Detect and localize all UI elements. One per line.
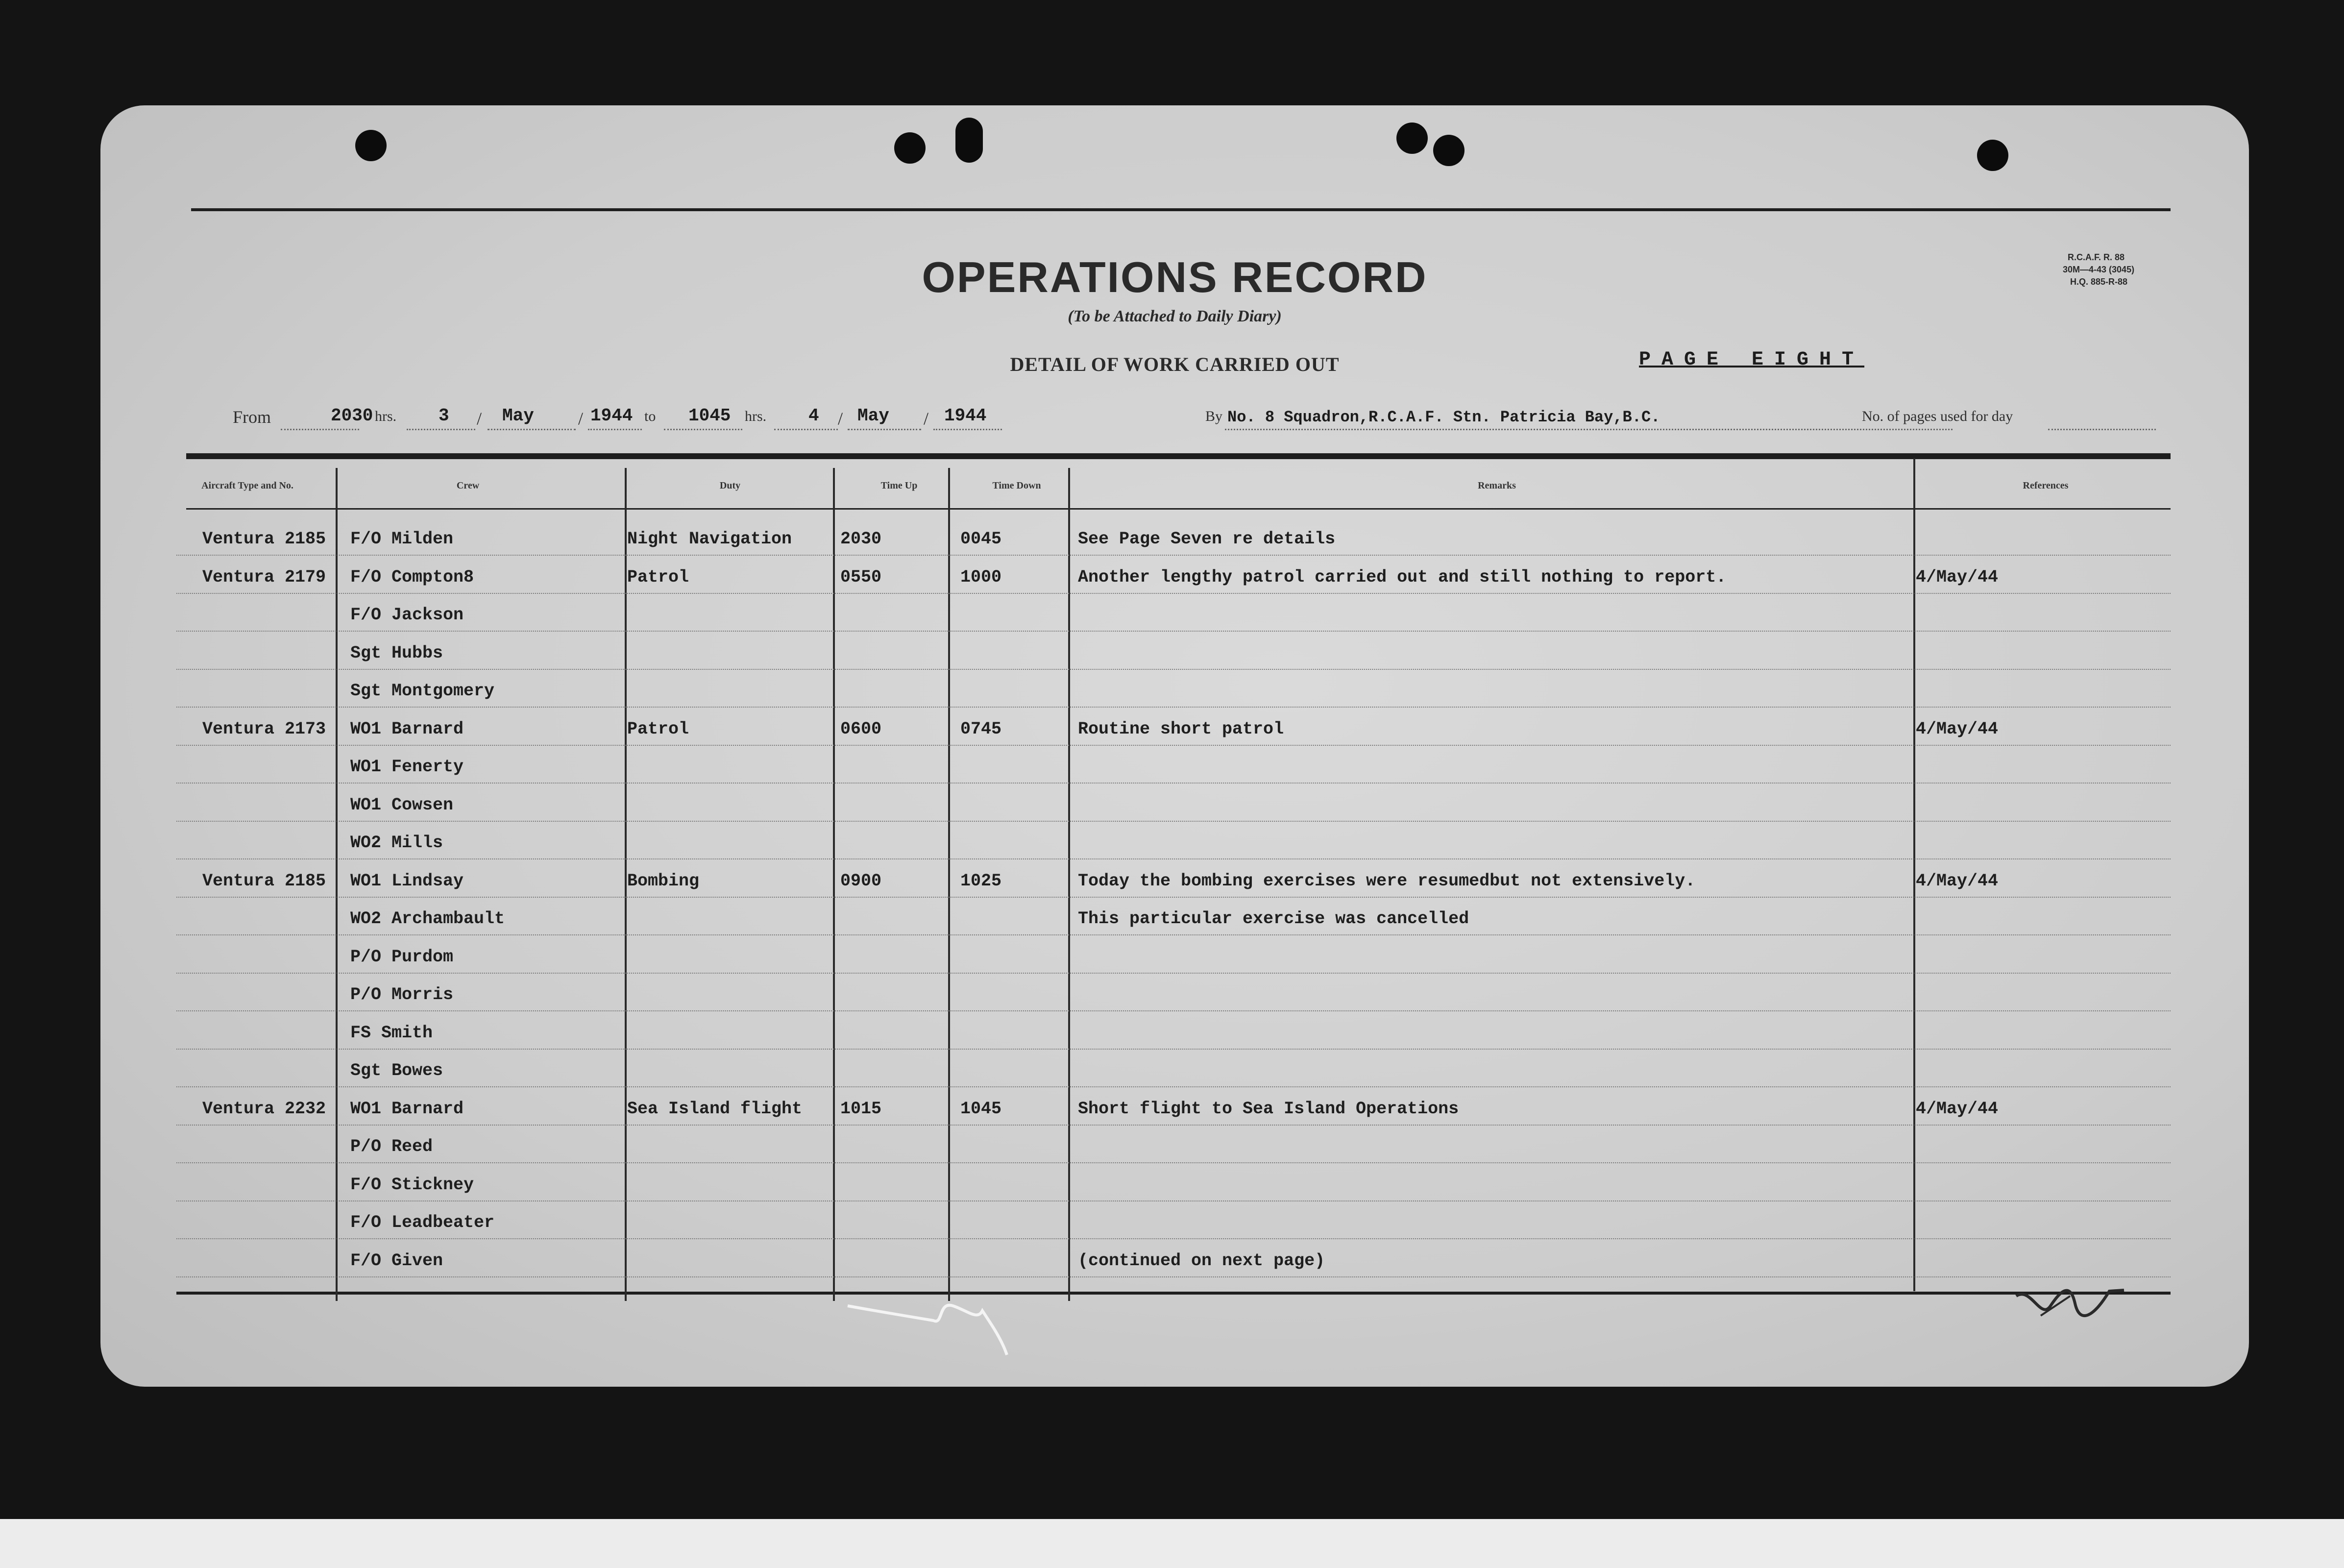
- punch-hole: [1433, 135, 1465, 166]
- time-up-cell: [840, 676, 946, 706]
- crew-cell: Sgt Hubbs: [350, 643, 443, 663]
- crew-cell: WO1 Fenerty: [350, 757, 464, 777]
- reference-cell: [1916, 676, 2166, 706]
- row-rule: [176, 593, 2171, 594]
- time-down-cell: [960, 980, 1066, 1009]
- duty-cell: Patrol: [627, 719, 689, 739]
- detail-heading: DETAIL OF WORK CARRIED OUT: [1010, 353, 1340, 375]
- duty-cell: [627, 676, 833, 706]
- remarks-cell: Short flight to Sea Island Operations: [1078, 1099, 1459, 1119]
- duty-cell: Patrol: [627, 567, 689, 587]
- time-up-cell: [840, 790, 946, 820]
- crew-cell: WO1 Barnard: [350, 1099, 464, 1119]
- form-code-2: 30M—4-43 (3045): [2063, 265, 2135, 274]
- reference-cell: [1916, 752, 2166, 782]
- col-header-time-down: Time Down: [992, 480, 1041, 491]
- from-month: May: [502, 406, 534, 426]
- aircraft-cell: [154, 1246, 336, 1275]
- pages-used-label: No. of pages used for day: [1862, 408, 2013, 424]
- time-up-cell: 0550: [840, 567, 882, 587]
- aircraft-cell: [154, 638, 336, 668]
- from-day: 3: [439, 406, 449, 426]
- table-top-rule: [186, 453, 2171, 459]
- punch-hole: [894, 132, 926, 164]
- aircraft-cell: [154, 1208, 336, 1237]
- pages-used-line: [2048, 429, 2156, 430]
- by-line: [1225, 429, 1953, 430]
- form-code-3: H.Q. 885-R-88: [2070, 277, 2128, 287]
- reference-cell: 4/May/44: [1916, 567, 1999, 587]
- duty-cell: [627, 904, 833, 933]
- time-down-cell: [960, 1170, 1066, 1200]
- time-down-cell: [960, 904, 1066, 933]
- column-divider: [1913, 458, 1915, 1291]
- aircraft-cell: [154, 980, 336, 1009]
- reference-cell: [1916, 600, 2166, 630]
- time-down-cell: [960, 1056, 1066, 1085]
- reference-cell: [1916, 524, 2166, 554]
- col-header-time-up: Time Up: [880, 480, 918, 491]
- crew-cell: F/O Compton8: [350, 567, 474, 587]
- crew-cell: WO1 Cowsen: [350, 795, 454, 815]
- to-time: 1045: [688, 406, 731, 426]
- punch-hole: [955, 118, 983, 163]
- time-down-cell: 1000: [960, 567, 1002, 587]
- time-down-cell: [960, 1018, 1066, 1048]
- from-year: 1944: [590, 406, 633, 426]
- time-down-cell: 0745: [960, 719, 1002, 739]
- duty-cell: [627, 1018, 833, 1048]
- reference-cell: 4/May/44: [1916, 719, 1999, 739]
- remarks-cell: Another lengthy patrol carried out and still nothing to report.: [1078, 567, 1727, 587]
- time-up-cell: [840, 600, 946, 630]
- duty-cell: Night Navigation: [627, 529, 792, 549]
- remarks-cell: [1078, 1208, 1913, 1237]
- crew-cell: WO1 Lindsay: [350, 871, 464, 891]
- time-up-cell: [840, 1132, 946, 1161]
- duty-cell: [627, 980, 833, 1009]
- duty-cell: [627, 1056, 833, 1085]
- duty-cell: [627, 790, 833, 820]
- remarks-cell: [1078, 1170, 1913, 1200]
- time-down-cell: [960, 828, 1066, 858]
- row-rule: [176, 783, 2171, 784]
- duty-cell: [627, 828, 833, 858]
- header-bottom-rule: [186, 508, 2171, 510]
- aircraft-cell: Ventura 2232: [202, 1099, 326, 1119]
- form-subtitle: (To be Attached to Daily Diary): [1068, 307, 1282, 325]
- aircraft-cell: [154, 1170, 336, 1200]
- reference-cell: [1916, 980, 2166, 1009]
- to-year-line: [933, 429, 1002, 430]
- reference-cell: [1916, 790, 2166, 820]
- crew-cell: WO2 Archambault: [350, 909, 505, 929]
- to-year: 1944: [944, 406, 987, 426]
- aircraft-cell: Ventura 2173: [202, 719, 326, 739]
- reference-cell: [1916, 904, 2166, 933]
- col-header-reference: References: [2023, 480, 2069, 491]
- row-rule: [176, 973, 2171, 974]
- row-rule: [176, 1086, 2171, 1087]
- time-up-cell: 2030: [840, 529, 882, 549]
- aircraft-cell: [154, 1132, 336, 1161]
- to-day: 4: [808, 406, 819, 426]
- aircraft-cell: [154, 942, 336, 972]
- time-down-cell: [960, 1246, 1066, 1275]
- pen-stroke-mark: [845, 1291, 1051, 1360]
- reference-cell: [1916, 1246, 2166, 1275]
- crew-cell: Sgt Montgomery: [350, 681, 495, 701]
- from-day-line: [407, 429, 475, 430]
- crew-cell: F/O Leadbeater: [350, 1213, 495, 1232]
- remarks-cell: [1078, 600, 1913, 630]
- time-down-cell: [960, 1132, 1066, 1161]
- duty-cell: [627, 1246, 833, 1275]
- aircraft-cell: [154, 600, 336, 630]
- to-month: May: [857, 406, 889, 426]
- remarks-cell: [1078, 942, 1913, 972]
- from-year-line: [588, 429, 642, 430]
- time-down-cell: 1045: [960, 1099, 1002, 1119]
- slash: /: [838, 409, 843, 428]
- reference-cell: [1916, 638, 2166, 668]
- aircraft-cell: [154, 1018, 336, 1048]
- time-down-cell: [960, 790, 1066, 820]
- remarks-cell: [1078, 1132, 1913, 1161]
- row-rule: [176, 1200, 2171, 1201]
- duty-cell: [627, 1208, 833, 1237]
- aircraft-cell: [154, 790, 336, 820]
- from-label: From: [233, 407, 271, 427]
- slash: /: [924, 409, 929, 428]
- duty-cell: [627, 1132, 833, 1161]
- to-label: to: [644, 408, 656, 424]
- row-rule: [176, 1125, 2171, 1126]
- time-up-cell: [840, 752, 946, 782]
- reference-cell: [1916, 1018, 2166, 1048]
- remarks-cell: (continued on next page): [1078, 1250, 1325, 1271]
- crew-cell: WO1 Barnard: [350, 719, 464, 739]
- time-down-cell: [960, 942, 1066, 972]
- remarks-cell: See Page Seven re details: [1078, 529, 1336, 549]
- row-rule: [176, 669, 2171, 670]
- row-rule: [176, 858, 2171, 859]
- duty-cell: Sea Island flight: [627, 1099, 803, 1119]
- crew-cell: WO2 Mills: [350, 833, 443, 853]
- reference-cell: [1916, 942, 2166, 972]
- col-header-aircraft: Aircraft Type and No.: [201, 480, 293, 491]
- time-up-cell: [840, 980, 946, 1009]
- row-rule: [176, 1162, 2171, 1163]
- duty-cell: [627, 638, 833, 668]
- time-down-cell: [960, 1208, 1066, 1237]
- row-rule: [176, 707, 2171, 708]
- time-down-cell: 1025: [960, 871, 1002, 891]
- col-header-remarks: Remarks: [1478, 480, 1516, 491]
- aircraft-cell: [154, 676, 336, 706]
- remarks-cell: Today the bombing exercises were resumedbut not extensively.: [1078, 871, 1696, 891]
- time-down-cell: [960, 600, 1066, 630]
- time-down-cell: [960, 676, 1066, 706]
- punch-hole: [1977, 140, 2008, 171]
- page-label: PAGE EIGHT: [1639, 349, 1865, 371]
- crew-cell: P/O Morris: [350, 985, 454, 1004]
- to-time-line: [664, 429, 742, 430]
- time-down-cell: 0045: [960, 529, 1002, 549]
- table-bottom-rule: [176, 1292, 2171, 1295]
- form-code-1: R.C.A.F. R. 88: [2068, 252, 2125, 262]
- scanner-bottom-band: [0, 1519, 2344, 1568]
- row-rule: [176, 897, 2171, 898]
- duty-cell: [627, 600, 833, 630]
- from-time: 2030: [331, 406, 373, 426]
- remarks-cell: [1078, 752, 1913, 782]
- row-rule: [176, 1238, 2171, 1239]
- time-up-cell: [840, 904, 946, 933]
- from-time-line: [281, 429, 359, 430]
- row-rule: [176, 745, 2171, 746]
- remarks-cell: [1078, 1018, 1913, 1048]
- duty-cell: [627, 942, 833, 972]
- time-up-cell: [840, 1018, 946, 1048]
- time-up-cell: [840, 1208, 946, 1237]
- remarks-cell: [1078, 790, 1913, 820]
- punch-hole: [1396, 122, 1428, 154]
- time-up-cell: [840, 828, 946, 858]
- punch-hole: [355, 130, 387, 161]
- reference-cell: 4/May/44: [1916, 871, 1999, 891]
- slash: /: [578, 409, 584, 428]
- aircraft-cell: [154, 1056, 336, 1085]
- aircraft-cell: Ventura 2185: [202, 871, 326, 891]
- duty-cell: [627, 1170, 833, 1200]
- row-rule: [176, 1049, 2171, 1050]
- time-up-cell: 0900: [840, 871, 882, 891]
- remarks-cell: [1078, 676, 1913, 706]
- time-up-cell: 0600: [840, 719, 882, 739]
- row-rule: [176, 821, 2171, 822]
- remarks-cell: [1078, 828, 1913, 858]
- duty-cell: Bombing: [627, 871, 700, 891]
- slash: /: [477, 409, 482, 428]
- crew-cell: FS Smith: [350, 1023, 433, 1043]
- crew-cell: F/O Jackson: [350, 605, 464, 625]
- time-down-cell: [960, 752, 1066, 782]
- reference-cell: [1916, 1208, 2166, 1237]
- aircraft-cell: Ventura 2179: [202, 567, 326, 587]
- remarks-cell: [1078, 980, 1913, 1009]
- reference-cell: [1916, 828, 2166, 858]
- row-rule: [176, 1010, 2171, 1011]
- aircraft-cell: [154, 752, 336, 782]
- reference-cell: [1916, 1056, 2166, 1085]
- top-rule: [191, 208, 2171, 211]
- to-month-line: [848, 429, 921, 430]
- remarks-cell: [1078, 638, 1913, 668]
- crew-cell: Sgt Bowes: [350, 1061, 443, 1080]
- reference-cell: [1916, 1132, 2166, 1161]
- crew-cell: F/O Given: [350, 1250, 443, 1271]
- remarks-cell: Routine short patrol: [1078, 719, 1284, 739]
- time-down-cell: [960, 638, 1066, 668]
- time-up-cell: 1015: [840, 1099, 882, 1119]
- reference-cell: 4/May/44: [1916, 1099, 1999, 1119]
- form-title: OPERATIONS RECORD: [922, 253, 1428, 301]
- time-up-cell: [840, 638, 946, 668]
- duty-cell: [627, 752, 833, 782]
- col-header-crew: Crew: [456, 480, 480, 491]
- hrs-label-2: hrs.: [745, 408, 767, 424]
- time-up-cell: [840, 1170, 946, 1200]
- crew-cell: F/O Milden: [350, 529, 454, 549]
- remarks-cell: [1078, 1056, 1913, 1085]
- to-day-line: [774, 429, 838, 430]
- by-label: By: [1205, 408, 1223, 424]
- row-rule: [176, 1276, 2171, 1277]
- by-value: No. 8 Squadron,R.C.A.F. Stn. Patricia Bay,B.C.: [1227, 408, 1660, 426]
- signature-initials: [2011, 1276, 2129, 1330]
- crew-cell: P/O Purdom: [350, 947, 454, 967]
- time-up-cell: [840, 1056, 946, 1085]
- crew-cell: F/O Stickney: [350, 1175, 474, 1195]
- row-rule: [176, 555, 2171, 556]
- operations-record-card: [100, 105, 2249, 1387]
- aircraft-cell: [154, 828, 336, 858]
- remarks-cell: This particular exercise was cancelled: [1078, 909, 1469, 929]
- reference-cell: [1916, 1170, 2166, 1200]
- crew-cell: P/O Reed: [350, 1137, 433, 1156]
- time-up-cell: [840, 942, 946, 972]
- aircraft-cell: Ventura 2185: [202, 529, 326, 549]
- from-month-line: [488, 429, 576, 430]
- time-up-cell: [840, 1246, 946, 1275]
- row-rule: [176, 934, 2171, 935]
- row-rule: [176, 631, 2171, 632]
- aircraft-cell: [154, 904, 336, 933]
- hrs-label: hrs.: [375, 408, 397, 424]
- col-header-duty: Duty: [719, 480, 741, 491]
